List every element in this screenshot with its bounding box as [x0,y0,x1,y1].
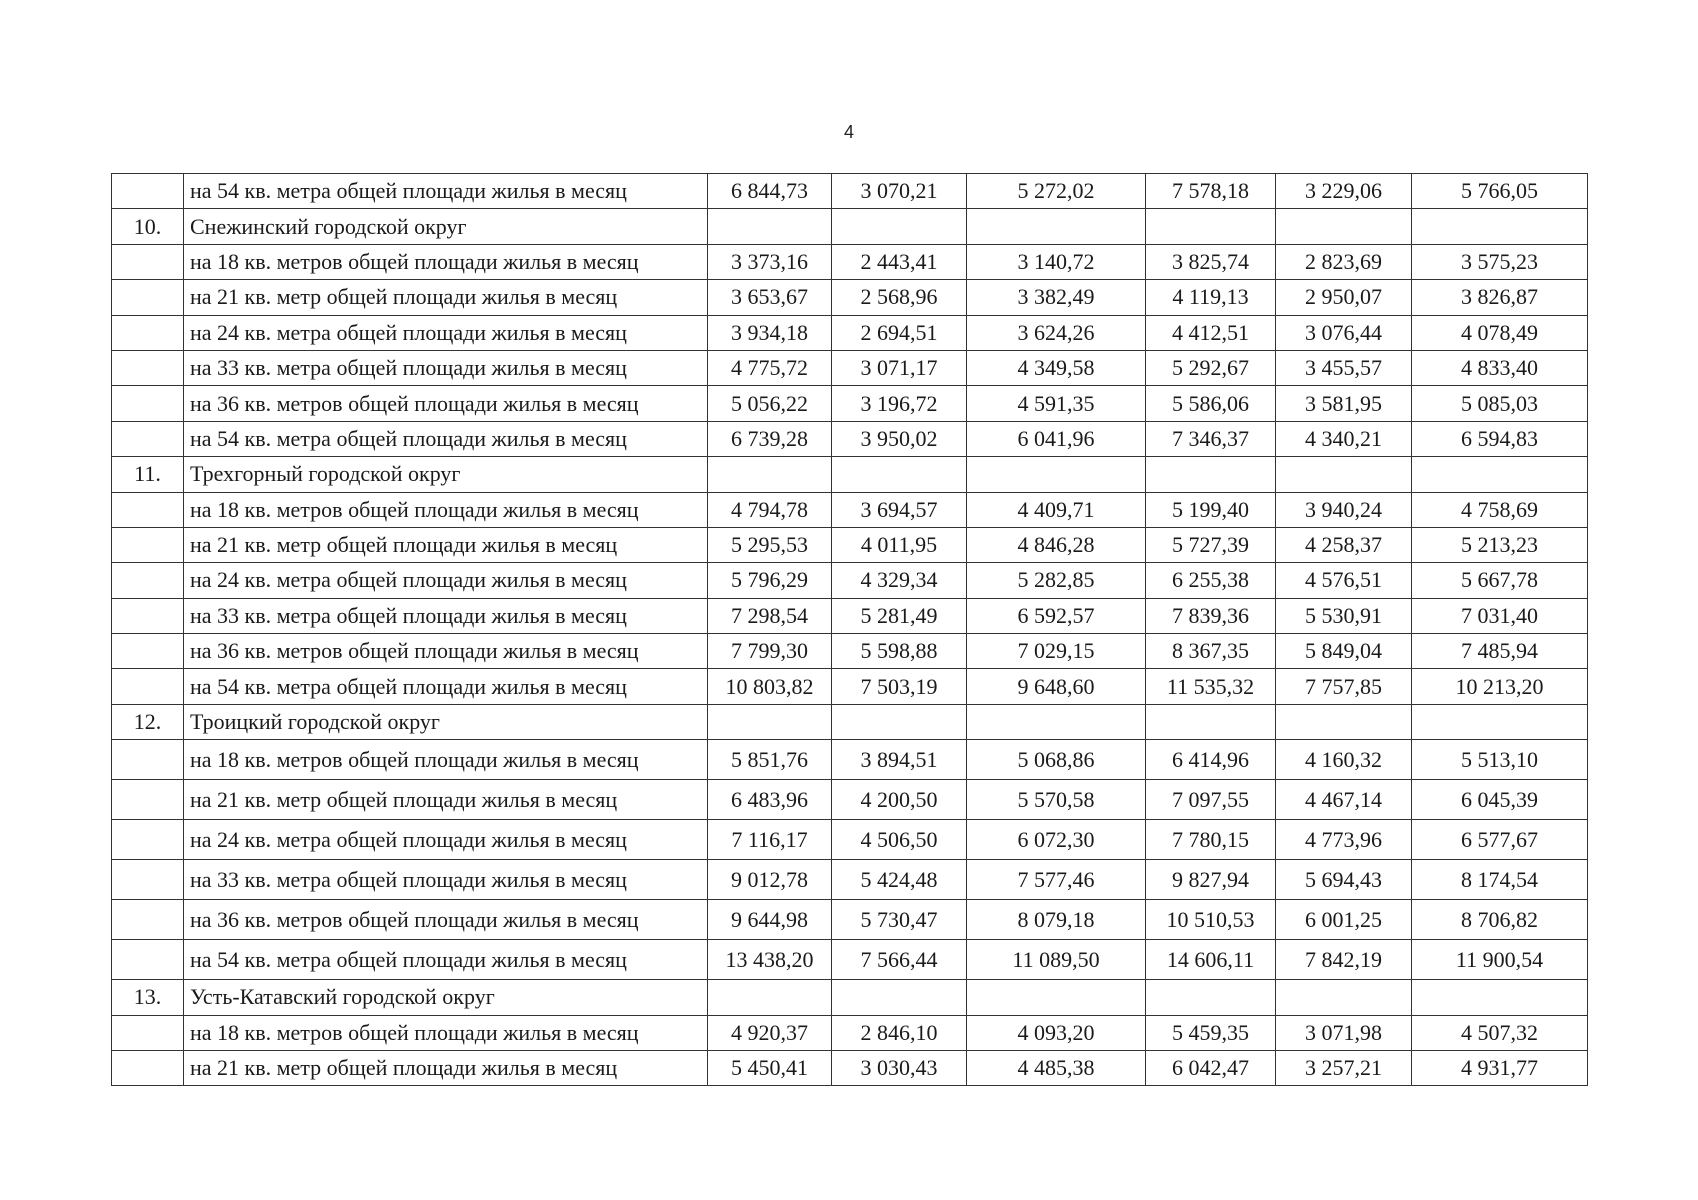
section-row [112,704,1588,739]
value-cell-2: 3 694,57 [832,492,967,527]
value-cell-4: 7 097,55 [1146,780,1276,820]
row-number-cell: 13. [112,980,184,1015]
value-cell-6: 7 031,40 [1412,598,1588,633]
value-cell-4: 14 606,11 [1146,940,1276,980]
value-cell-5: 2 950,07 [1276,280,1412,315]
value-cell-3 [967,980,1146,1015]
table-row [112,244,1588,279]
norm-label-cell: на 24 кв. метра общей площади жилья в месяц [184,820,708,860]
value-cell-1: 3 373,16 [708,244,832,279]
value-cell-2: 3 196,72 [832,386,967,421]
value-cell-6 [1412,704,1588,739]
value-cell-5 [1276,209,1412,244]
value-cell-2: 2 568,96 [832,280,967,315]
table-row [112,598,1588,633]
value-cell-1: 9 644,98 [708,900,832,940]
value-cell-1: 4 775,72 [708,350,832,385]
value-cell-1: 5 295,53 [708,527,832,562]
table-row [112,1051,1588,1086]
value-cell-1 [708,209,832,244]
value-cell-1: 7 799,30 [708,634,832,669]
value-cell-4 [1146,980,1276,1015]
value-cell-4: 5 292,67 [1146,350,1276,385]
norm-label-cell: на 54 кв. метра общей площади жилья в месяц [184,421,708,456]
value-cell-5: 3 076,44 [1276,315,1412,350]
value-cell-6: 7 485,94 [1412,634,1588,669]
value-cell-2: 5 598,88 [832,634,967,669]
value-cell-6: 4 931,77 [1412,1051,1588,1086]
value-cell-5: 4 160,32 [1276,740,1412,780]
value-cell-6: 5 085,03 [1412,386,1588,421]
value-cell-1: 5 796,29 [708,563,832,598]
norm-label-cell: на 36 кв. метров общей площади жилья в месяц [184,900,708,940]
value-cell-2: 3 950,02 [832,421,967,456]
table-row [112,492,1588,527]
value-cell-2 [832,704,967,739]
value-cell-4: 7 578,18 [1146,174,1276,209]
value-cell-3: 4 846,28 [967,527,1146,562]
value-cell-1: 9 012,78 [708,860,832,900]
value-cell-4: 11 535,32 [1146,669,1276,704]
value-cell-5: 3 581,95 [1276,386,1412,421]
value-cell-2: 2 694,51 [832,315,967,350]
norm-label-cell: на 24 кв. метра общей площади жилья в месяц [184,563,708,598]
value-cell-1: 7 116,17 [708,820,832,860]
norm-label-cell: на 18 кв. метров общей площади жилья в месяц [184,244,708,279]
value-cell-5: 3 940,24 [1276,492,1412,527]
value-cell-6: 6 594,83 [1412,421,1588,456]
value-cell-6: 3 826,87 [1412,280,1588,315]
table-row [112,740,1588,780]
value-cell-4 [1146,457,1276,492]
value-cell-1: 4 920,37 [708,1015,832,1050]
row-number-cell [112,740,184,780]
value-cell-1: 5 851,76 [708,740,832,780]
value-cell-5: 4 340,21 [1276,421,1412,456]
value-cell-2: 5 424,48 [832,860,967,900]
value-cell-1: 13 438,20 [708,940,832,980]
value-cell-5: 4 467,14 [1276,780,1412,820]
value-cell-5: 2 823,69 [1276,244,1412,279]
value-cell-5 [1276,980,1412,1015]
row-number-cell [112,900,184,940]
value-cell-4 [1146,704,1276,739]
value-cell-5: 6 001,25 [1276,900,1412,940]
value-cell-3: 6 592,57 [967,598,1146,633]
row-number-cell [112,421,184,456]
row-number-cell [112,669,184,704]
value-cell-3: 4 591,35 [967,386,1146,421]
value-cell-3 [967,457,1146,492]
norm-label-cell: на 21 кв. метр общей площади жилья в месяц [184,780,708,820]
norm-label-cell: на 54 кв. метра общей площади жилья в месяц [184,174,708,209]
value-cell-1: 6 844,73 [708,174,832,209]
value-cell-1 [708,980,832,1015]
district-name-cell: Троицкий городской округ [184,704,708,739]
value-cell-4: 7 346,37 [1146,421,1276,456]
value-cell-1: 4 794,78 [708,492,832,527]
value-cell-2: 2 443,41 [832,244,967,279]
value-cell-4: 8 367,35 [1146,634,1276,669]
row-number-cell: 11. [112,457,184,492]
value-cell-5: 4 258,37 [1276,527,1412,562]
row-number-cell [112,386,184,421]
row-number-cell [112,820,184,860]
value-cell-6: 6 045,39 [1412,780,1588,820]
value-cell-4: 6 414,96 [1146,740,1276,780]
value-cell-5: 4 576,51 [1276,563,1412,598]
value-cell-5: 5 849,04 [1276,634,1412,669]
table-row [112,280,1588,315]
value-cell-6: 5 513,10 [1412,740,1588,780]
value-cell-3: 4 349,58 [967,350,1146,385]
value-cell-2: 3 894,51 [832,740,967,780]
row-number-cell [112,563,184,598]
norm-label-cell: на 21 кв. метр общей площади жилья в месяц [184,1051,708,1086]
table-row [112,634,1588,669]
norm-label-cell: на 24 кв. метра общей площади жилья в месяц [184,315,708,350]
row-number-cell [112,780,184,820]
norm-label-cell: на 21 кв. метр общей площади жилья в месяц [184,280,708,315]
district-name-cell: Трехгорный городской округ [184,457,708,492]
row-number-cell [112,244,184,279]
district-name-cell: Снежинский городской округ [184,209,708,244]
table-row [112,1015,1588,1050]
section-row [112,209,1588,244]
table-row [112,174,1588,209]
value-cell-1: 7 298,54 [708,598,832,633]
value-cell-6: 3 575,23 [1412,244,1588,279]
value-cell-5: 7 757,85 [1276,669,1412,704]
value-cell-2: 2 846,10 [832,1015,967,1050]
value-cell-1: 6 483,96 [708,780,832,820]
value-cell-3 [967,704,1146,739]
value-cell-5 [1276,457,1412,492]
value-cell-6: 8 174,54 [1412,860,1588,900]
value-cell-2: 4 011,95 [832,527,967,562]
table-row [112,940,1588,980]
value-cell-3: 4 485,38 [967,1051,1146,1086]
value-cell-1 [708,457,832,492]
norm-label-cell: на 33 кв. метра общей площади жилья в месяц [184,860,708,900]
table-row [112,669,1588,704]
value-cell-6: 11 900,54 [1412,940,1588,980]
value-cell-4: 10 510,53 [1146,900,1276,940]
value-cell-4: 5 199,40 [1146,492,1276,527]
value-cell-6: 10 213,20 [1412,669,1588,704]
row-number-cell [112,1015,184,1050]
value-cell-2: 5 281,49 [832,598,967,633]
row-number-cell [112,1051,184,1086]
value-cell-6: 4 507,32 [1412,1015,1588,1050]
value-cell-2: 7 566,44 [832,940,967,980]
table-row [112,386,1588,421]
value-cell-5: 5 694,43 [1276,860,1412,900]
value-cell-5: 3 229,06 [1276,174,1412,209]
value-cell-2: 4 329,34 [832,563,967,598]
row-number-cell [112,350,184,385]
value-cell-4: 4 119,13 [1146,280,1276,315]
value-cell-5: 3 257,21 [1276,1051,1412,1086]
row-number-cell [112,527,184,562]
value-cell-3: 6 041,96 [967,421,1146,456]
value-cell-3: 3 624,26 [967,315,1146,350]
value-cell-3: 3 382,49 [967,280,1146,315]
value-cell-2 [832,980,967,1015]
value-cell-6: 5 213,23 [1412,527,1588,562]
value-cell-5: 5 530,91 [1276,598,1412,633]
value-cell-6: 8 706,82 [1412,900,1588,940]
value-cell-3: 6 072,30 [967,820,1146,860]
row-number-cell [112,174,184,209]
row-number-cell [112,492,184,527]
value-cell-1: 3 653,67 [708,280,832,315]
norm-label-cell: на 54 кв. метра общей площади жилья в месяц [184,669,708,704]
value-cell-6 [1412,457,1588,492]
value-cell-6 [1412,209,1588,244]
value-cell-1: 3 934,18 [708,315,832,350]
value-cell-2: 3 071,17 [832,350,967,385]
value-cell-4: 5 586,06 [1146,386,1276,421]
value-cell-3: 5 570,58 [967,780,1146,820]
norm-label-cell: на 54 кв. метра общей площади жилья в месяц [184,940,708,980]
value-cell-1: 6 739,28 [708,421,832,456]
value-cell-2: 3 030,43 [832,1051,967,1086]
value-cell-6: 4 078,49 [1412,315,1588,350]
value-cell-3: 4 409,71 [967,492,1146,527]
district-name-cell: Усть-Катавский городской округ [184,980,708,1015]
value-cell-3: 3 140,72 [967,244,1146,279]
value-cell-6: 5 766,05 [1412,174,1588,209]
table-row [112,421,1588,456]
norm-label-cell: на 18 кв. метров общей площади жилья в месяц [184,740,708,780]
row-number-cell [112,280,184,315]
value-cell-4: 6 255,38 [1146,563,1276,598]
value-cell-2: 4 200,50 [832,780,967,820]
value-cell-4: 5 727,39 [1146,527,1276,562]
value-cell-5: 4 773,96 [1276,820,1412,860]
row-number-cell [112,315,184,350]
value-cell-3: 5 068,86 [967,740,1146,780]
row-number-cell [112,860,184,900]
value-cell-3: 4 093,20 [967,1015,1146,1050]
value-cell-3: 8 079,18 [967,900,1146,940]
norm-label-cell: на 18 кв. метров общей площади жилья в месяц [184,1015,708,1050]
value-cell-5: 3 071,98 [1276,1015,1412,1050]
table-row [112,563,1588,598]
row-number-cell [112,598,184,633]
row-number-cell [112,940,184,980]
value-cell-4: 7 839,36 [1146,598,1276,633]
value-cell-3: 9 648,60 [967,669,1146,704]
value-cell-2 [832,457,967,492]
value-cell-4: 5 459,35 [1146,1015,1276,1050]
value-cell-3: 11 089,50 [967,940,1146,980]
value-cell-6: 6 577,67 [1412,820,1588,860]
table-row [112,350,1588,385]
row-number-cell: 10. [112,209,184,244]
value-cell-6 [1412,980,1588,1015]
value-cell-2: 3 070,21 [832,174,967,209]
table-row [112,527,1588,562]
value-cell-5: 7 842,19 [1276,940,1412,980]
value-cell-6: 4 758,69 [1412,492,1588,527]
table-row [112,820,1588,860]
tariff-table [111,173,1588,1086]
value-cell-4: 6 042,47 [1146,1051,1276,1086]
value-cell-3: 5 282,85 [967,563,1146,598]
value-cell-2 [832,209,967,244]
value-cell-1: 5 056,22 [708,386,832,421]
value-cell-2: 5 730,47 [832,900,967,940]
table-row [112,860,1588,900]
value-cell-6: 5 667,78 [1412,563,1588,598]
value-cell-5 [1276,704,1412,739]
section-row [112,980,1588,1015]
value-cell-4: 7 780,15 [1146,820,1276,860]
value-cell-3: 5 272,02 [967,174,1146,209]
row-number-cell: 12. [112,704,184,739]
table-row [112,315,1588,350]
table-row [112,900,1588,940]
norm-label-cell: на 33 кв. метра общей площади жилья в месяц [184,598,708,633]
value-cell-5: 3 455,57 [1276,350,1412,385]
value-cell-3: 7 577,46 [967,860,1146,900]
table-body [112,174,1588,1086]
value-cell-2: 7 503,19 [832,669,967,704]
table-row [112,780,1588,820]
value-cell-3: 7 029,15 [967,634,1146,669]
norm-label-cell: на 36 кв. метров общей площади жилья в месяц [184,634,708,669]
value-cell-6: 4 833,40 [1412,350,1588,385]
value-cell-4 [1146,209,1276,244]
page-number: 4 [843,122,854,142]
value-cell-1: 10 803,82 [708,669,832,704]
value-cell-2: 4 506,50 [832,820,967,860]
value-cell-4: 9 827,94 [1146,860,1276,900]
value-cell-4: 4 412,51 [1146,315,1276,350]
norm-label-cell: на 21 кв. метр общей площади жилья в месяц [184,527,708,562]
row-number-cell [112,634,184,669]
value-cell-1: 5 450,41 [708,1051,832,1086]
value-cell-1 [708,704,832,739]
section-row [112,457,1588,492]
norm-label-cell: на 18 кв. метров общей площади жилья в месяц [184,492,708,527]
norm-label-cell: на 36 кв. метров общей площади жилья в месяц [184,386,708,421]
value-cell-4: 3 825,74 [1146,244,1276,279]
value-cell-3 [967,209,1146,244]
norm-label-cell: на 33 кв. метра общей площади жилья в месяц [184,350,708,385]
